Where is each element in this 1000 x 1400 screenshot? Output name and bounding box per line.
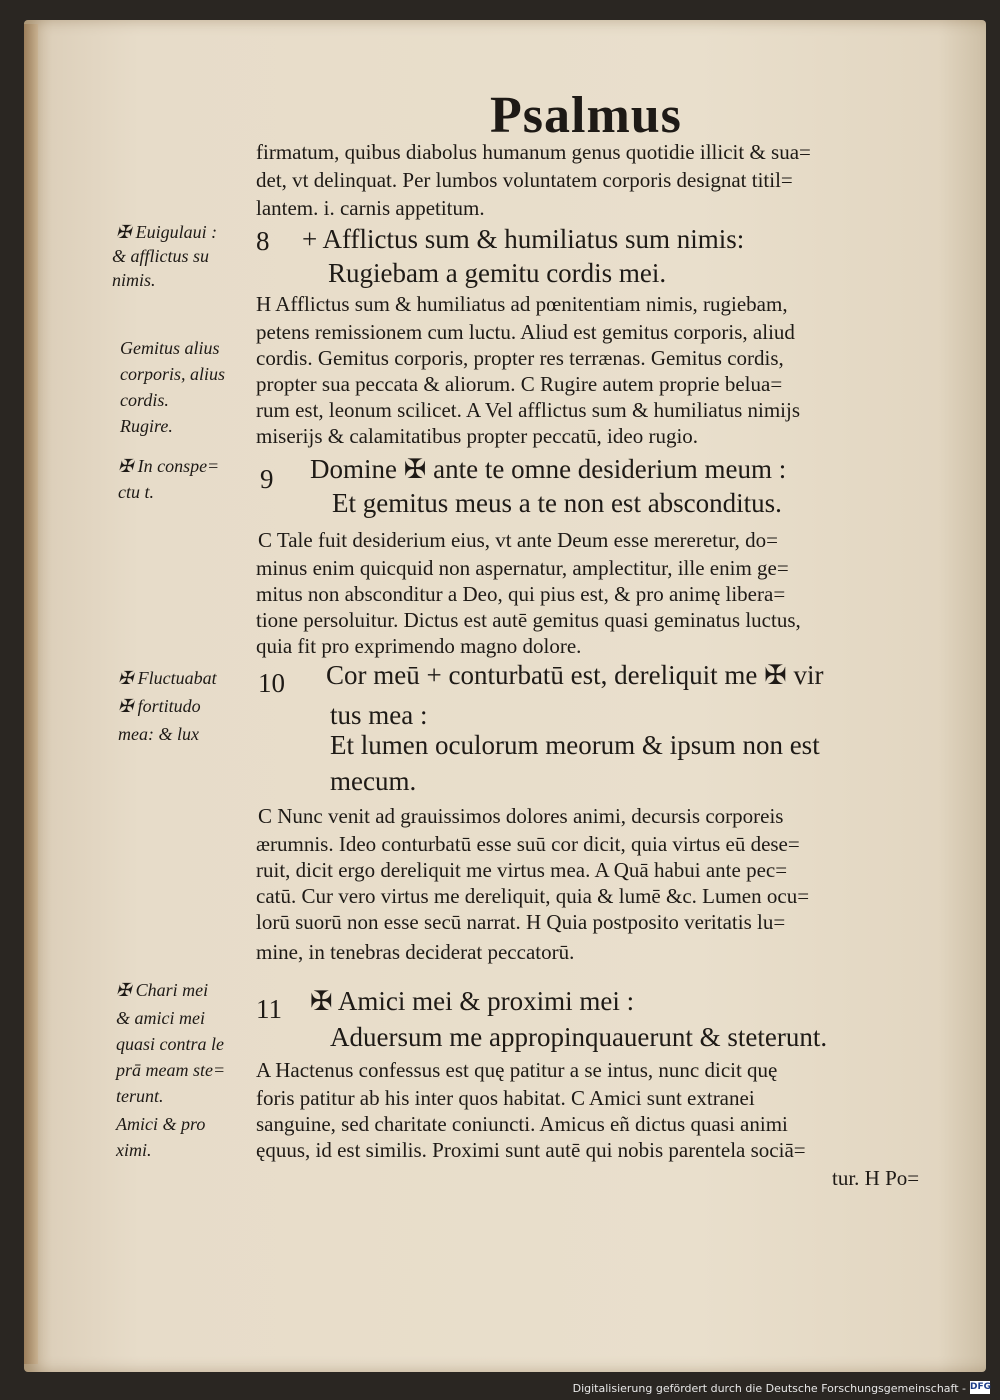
verse-line: Et lumen oculorum meorum & ipsum non est [330, 730, 820, 760]
verse-line: Domine ✠ ante te omne desiderium meum : [310, 454, 787, 484]
margin-note: ✠ fortitudo [118, 696, 201, 716]
commentary-line: C Tale fuit desiderium eius, vt ante Deum esse mereretur, do= [258, 528, 778, 552]
commentary-line: H Afflictus sum & humiliatus ad pœnitentiam nimis, rugiebam, [256, 292, 788, 316]
margin-note: Rugire. [120, 416, 173, 436]
verse-line: mecum. [330, 766, 417, 796]
margin-note: ✠ Euigulaui : [116, 222, 218, 242]
verse-line: ✠ Amici mei & proximi mei : [310, 986, 635, 1016]
commentary-line: lorū suorū non esse secū narrat. H Quia postposito veritatis lu= [256, 910, 786, 934]
verse-line: tus mea : [330, 700, 428, 730]
commentary-line: ęquus, id est similis. Proximi sunt autē qui nobis parentela sociā= [256, 1138, 806, 1162]
text-line: lantem. i. carnis appetitum. [256, 196, 485, 220]
commentary-line: foris patitur ab his inter quos habitat. C Amici sunt extranei [256, 1086, 755, 1110]
verse-line: Et gemitus meus a te non est absconditus. [332, 488, 782, 518]
verse-line: + Afflictus sum & humiliatus sum nimis: [302, 224, 745, 254]
text-line: det, vt delinquat. Per lumbos voluntatem corporis designat titil= [256, 168, 793, 192]
dfg-logo: DFG [970, 1382, 992, 1392]
verse-number: 11 [256, 994, 282, 1024]
text-line: firmatum, quibus diabolus humanum genus quotidie illicit & sua= [256, 140, 811, 164]
commentary-line: sanguine, sed charitate coniuncti. Amicus eñ dictus quasi animi [256, 1112, 788, 1136]
commentary-line: petens remissionem cum luctu. Aliud est gemitus corporis, aliud [256, 320, 795, 344]
margin-note: nimis. [112, 270, 156, 290]
margin-note: ctu t. [118, 482, 154, 502]
digitization-credit: Digitalisierung gefördert durch die Deutsche Forschungsgemeinschaft - [572, 1382, 966, 1395]
margin-note: ✠ In conspe= [118, 456, 220, 476]
commentary-line: catū. Cur vero virtus me dereliquit, quia & lumē &c. Lumen ocu= [256, 884, 810, 908]
commentary-line: tione persoluitur. Dictus est autē gemitus quasi geminatus luctus, [256, 608, 801, 632]
commentary-line: miserijs & calamitatibus propter peccatū, ideo rugio. [256, 424, 699, 448]
margin-note: corporis, alius [120, 364, 226, 384]
commentary-line: A Hactenus confessus est quę patitur a se intus, nunc dicit quę [256, 1058, 778, 1082]
margin-note: prā meam ste= [116, 1060, 226, 1080]
commentary-line: propter sua peccata & aliorum. C Rugire autem proprie belua= [256, 372, 783, 396]
commentary-line: mitus non absconditur a Deo, qui pius est, & pro animę libera= [256, 582, 786, 606]
verse-number: 8 [256, 226, 270, 256]
margin-note: ✠ Fluctuabat [118, 668, 217, 688]
catchword: tur. H Po= [832, 1166, 920, 1190]
margin-note: ✠ Chari mei [116, 980, 209, 1000]
commentary-line: mine, in tenebras deciderat peccatorū. [256, 940, 575, 964]
page-title: Psalmus [490, 87, 682, 144]
margin-note: ximi. [116, 1140, 152, 1160]
margin-note: cordis. [120, 390, 169, 410]
verse-number: 9 [260, 464, 274, 494]
commentary-line: rum est, leonum scilicet. A Vel afflictus sum & humiliatus nimijs [256, 398, 801, 422]
commentary-line: cordis. Gemitus corporis, propter res terrænas. Gemitus cordis, [256, 346, 784, 370]
verse-line: Aduersum me appropinquauerunt & steterunt. [330, 1022, 828, 1052]
commentary-line: quia fit pro exprimendo magno dolore. [256, 634, 582, 658]
commentary-line: minus enim quicquid non aspernatur, amplectitur, ille enim ge= [256, 556, 789, 580]
margin-note: Amici & pro [116, 1114, 206, 1134]
verse-line: Cor meū + conturbatū est, dereliquit me ✠ vir [326, 660, 824, 690]
margin-note: mea: & lux [118, 724, 199, 744]
page-gutter [24, 24, 38, 1364]
verse-line: Rugiebam a gemitu cordis mei. [328, 258, 667, 288]
margin-note: quasi contra le [116, 1034, 224, 1054]
margin-note: Gemitus alius [120, 338, 220, 358]
margin-note: & amici mei [116, 1008, 205, 1028]
margin-note: & afflictus su [112, 246, 210, 266]
commentary-line: ruit, dicit ergo dereliquit me virtus mea. A Quā habui ante pec= [256, 858, 788, 882]
commentary-line: ærumnis. Ideo conturbatū esse suū cor dicit, quia virtus eū dese= [256, 832, 800, 856]
commentary-line: C Nunc venit ad grauissimos dolores animi, decursis corporeis [258, 804, 784, 828]
margin-note: terunt. [116, 1086, 164, 1106]
verse-number: 10 [258, 668, 285, 698]
